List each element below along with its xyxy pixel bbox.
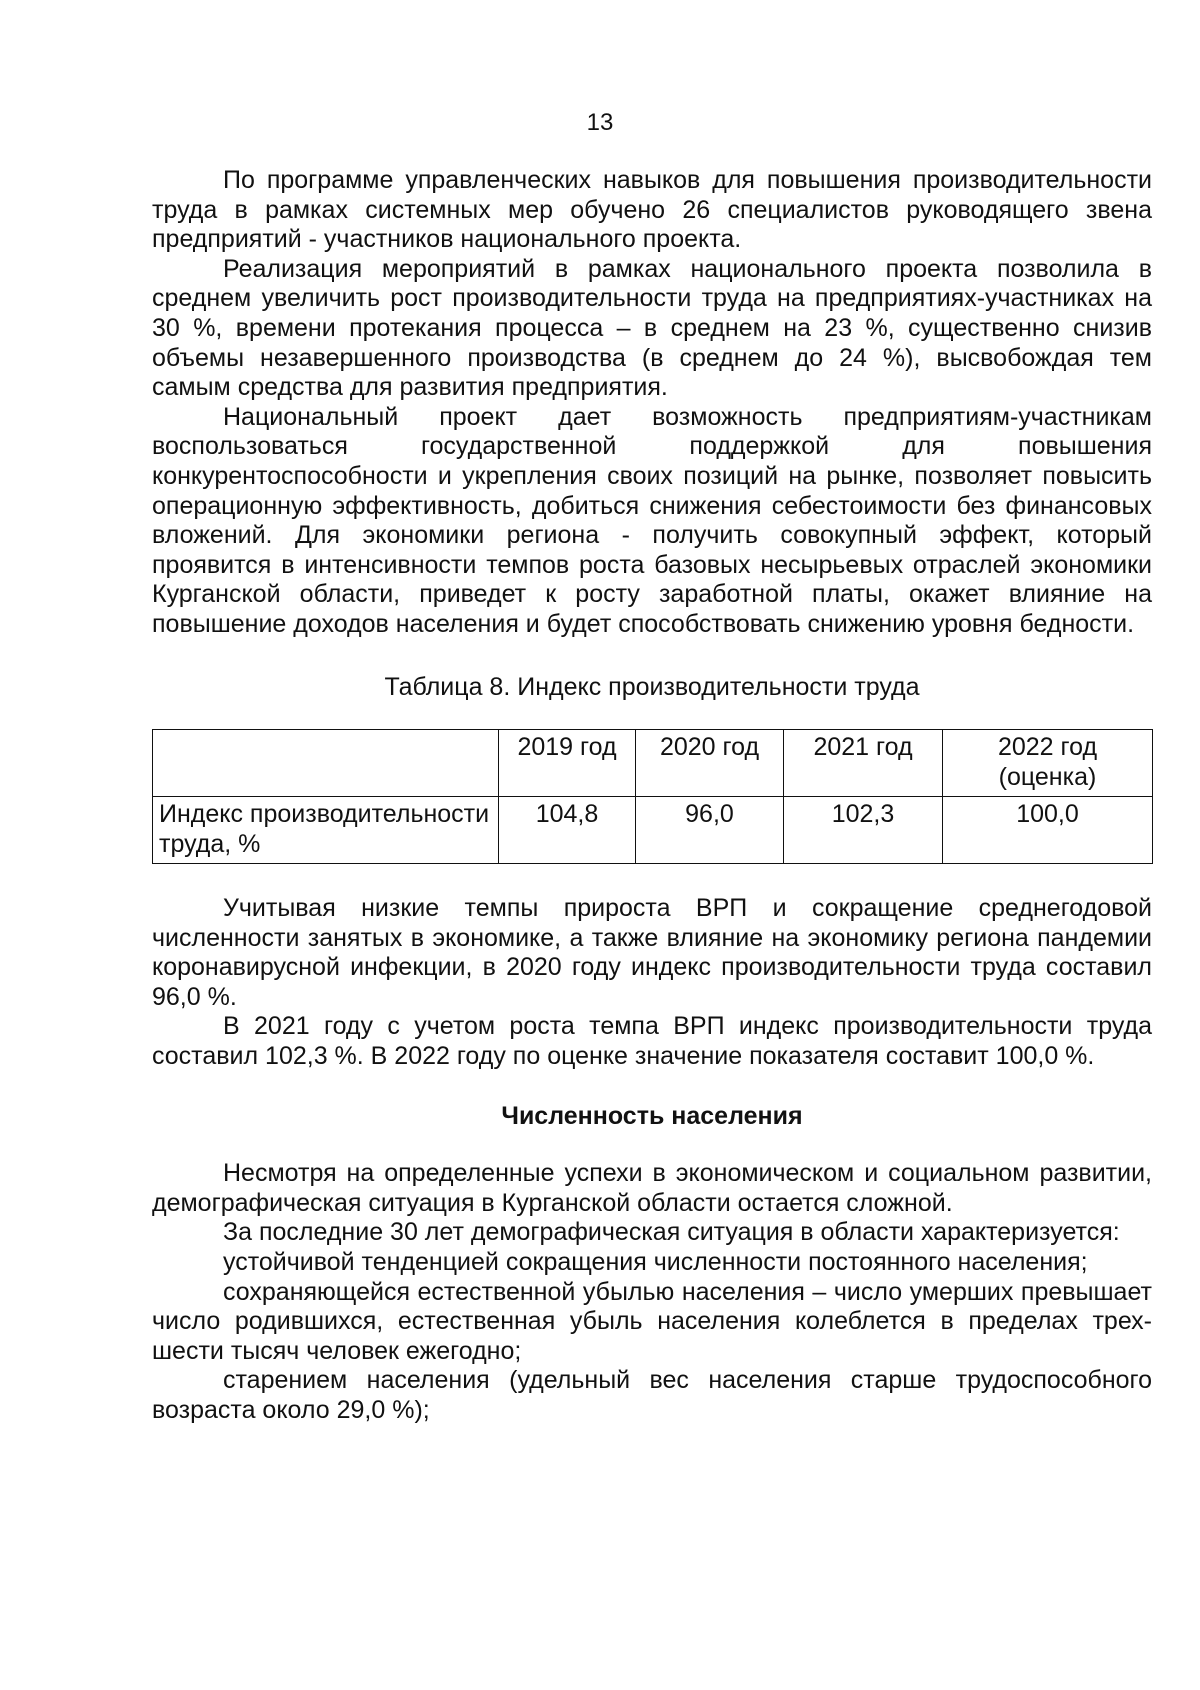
paragraph: Реализация мероприятий в рамках национального проекта позволила в среднем увеличить рост производительности труда на предприятиях-участниках на 30 %, времени протекания процесса – в среднем на 23 %, существенно снизив объемы незавершенного производства (в среднем до 24 %), высвобождая тем самым средства для развития предприятия. — [152, 254, 1152, 402]
table-row — [153, 797, 1153, 864]
paragraph: В 2021 году с учетом роста темпа ВРП индекс производительности труда составил 102,3 %. В 2022 году по оценке значение показателя составит 100,0 %. — [152, 1012, 1152, 1071]
table-caption: Таблица 8. Индекс производительности труда — [384, 672, 920, 701]
paragraph: Национальный проект дает возможность предприятиям-участникам воспользоваться государственной поддержкой для повышения конкурентоспособности и укрепления своих позиций на рынке, позволяет повысить операционную эффективность, добиться снижения себестоимости без финансовых вложений. Для экономики региона - получить совокупный эффект, который проявится в интенсивности темпов роста базовых несырьевых отраслей экономики Курганской области, приведет к росту заработной платы, окажет влияние на повышение доходов населения и будет способствовать снижению уровня бедности. — [152, 402, 1152, 638]
table-cell: 104,8 — [499, 797, 636, 864]
paragraph: За последние 30 лет демографическая ситуация в области характеризуется: — [223, 1218, 1120, 1247]
paragraph: По программе управленческих навыков для повышения производительности труда в рамках системных мер обучено 26 специалистов руководящего звена предприятий - участников национального проекта. — [152, 166, 1152, 254]
table-cell: 102,3 — [784, 797, 943, 864]
table-header-cell — [153, 730, 499, 797]
page-number: 13 — [586, 109, 614, 136]
productivity-index-table — [152, 729, 1153, 864]
table-cell: 100,0 — [943, 797, 1153, 864]
table-cell: 96,0 — [636, 797, 784, 864]
list-item: устойчивой тенденцией сокращения численности постоянного населения; — [223, 1248, 1088, 1277]
section-heading: Численность населения — [501, 1101, 803, 1130]
list-item: сохраняющейся естественной убылью населения – число умерших превышает число родившихся, естественная убыль населения колеблется в пределах трех-шести тысяч человек ежегодно; — [152, 1277, 1152, 1365]
table-header-cell: 2021 год — [784, 730, 943, 797]
table-header-cell: 2019 год — [499, 730, 636, 797]
table-header-cell: 2020 год — [636, 730, 784, 797]
table-row-label: Индекс производительности труда, % — [153, 797, 499, 864]
paragraph: Учитывая низкие темпы прироста ВРП и сокращение среднегодовой численности занятых в экономике, а также влияние на экономику региона пандемии коронавирусной инфекции, в 2020 году индекс производительности труда составил 96,0 %. — [152, 894, 1152, 1011]
table-header-cell: 2022 год (оценка) — [943, 730, 1153, 797]
document-body — [152, 166, 1152, 1426]
paragraph: Несмотря на определенные успехи в экономическом и социальном развитии, демографическая ситуация в Курганской области остается сложной. — [152, 1159, 1152, 1217]
table-header-row — [153, 730, 1153, 797]
list-item: старением населения (удельный вес населения старше трудоспособного возраста около 29,0 %); — [152, 1366, 1152, 1424]
